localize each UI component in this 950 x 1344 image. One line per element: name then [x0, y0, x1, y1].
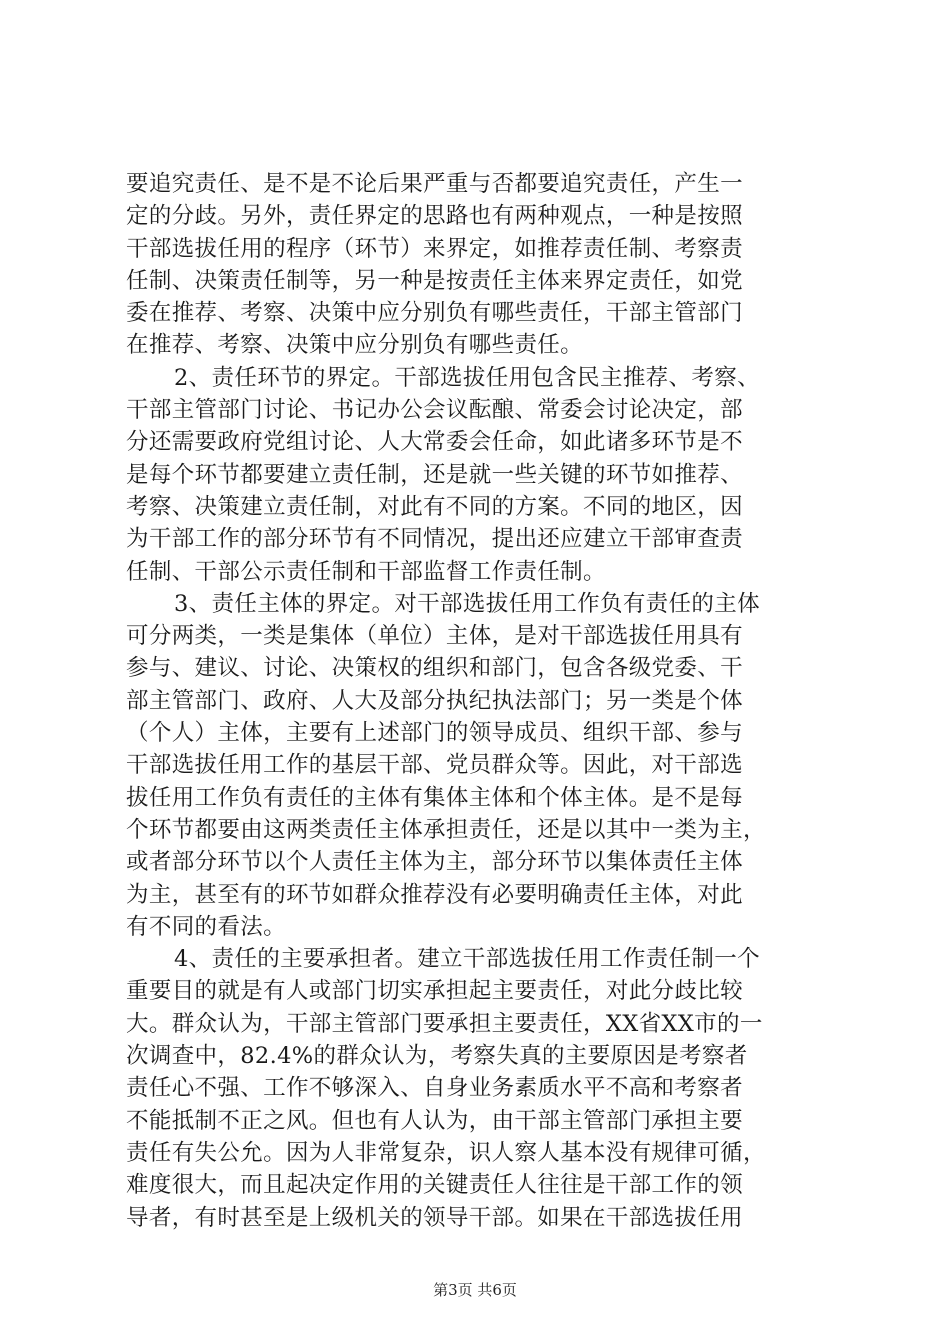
text-line: 可分两类，一类是集体（单位）主体，是对干部选拔任用具有: [126, 623, 743, 650]
text-line: 干部选拔任用工作的基层干部、党员群众等。因此，对干部选: [126, 752, 743, 779]
text-line: 为主，甚至有的环节如群众推荐没有必要明确责任主体，对此: [126, 881, 743, 908]
text-line: 大。群众认为，干部主管部门要承担主要责任，XX省XX市的一: [126, 1010, 763, 1037]
text-line: 考察、决策建立责任制，对此有不同的方案。不同的地区，因: [126, 493, 743, 520]
text-line: 责任有失公允。因为人非常复杂，识人察人基本没有规律可循，: [126, 1139, 766, 1166]
text-line: 导者，有时甚至是上级机关的领导干部。如果在干部选拔任用: [126, 1204, 743, 1231]
text-line: 任制、决策责任制等，另一种是按责任主体来界定责任，如党: [126, 267, 743, 294]
text-line: 为干部工作的部分环节有不同情况，提出还应建立干部审查责: [126, 526, 743, 553]
page-number: 第3页 共6页: [433, 1281, 517, 1299]
text-line: 是每个环节都要建立责任制，还是就一些关键的环节如推荐、: [126, 461, 743, 488]
text-line: 参与、建议、讨论、决策权的组织和部门，包含各级党委、干: [126, 655, 743, 682]
text-line: 分还需要政府党组讨论、人大常委会任命，如此诸多环节是不: [126, 429, 743, 456]
text-line: 次调查中，82.4%的群众认为，考察失真的主要原因是考察者: [126, 1043, 748, 1070]
text-line: 定的分歧。另外，责任界定的思路也有两种观点，一种是按照: [126, 203, 743, 230]
text-line: 有不同的看法。: [126, 913, 286, 940]
text-line: 干部选拔任用的程序（环节）来界定，如推荐责任制、考察责: [126, 235, 743, 262]
text-line: 责任心不强、工作不够深入、自身业务素质水平不高和考察者: [126, 1075, 743, 1102]
text-line: 个环节都要由这两类责任主体承担责任，还是以其中一类为主，: [126, 816, 766, 843]
text-line: 难度很大，而且起决定作用的关键责任人往往是干部工作的领: [126, 1172, 743, 1199]
text-line: 干部主管部门讨论、书记办公会议酝酿、常委会讨论决定，部: [126, 397, 743, 424]
text-line: 重要目的就是有人或部门切实承担起主要责任，对此分歧比较: [126, 978, 743, 1005]
body-text: [126, 168, 841, 1234]
text-line: 委在推荐、考察、决策中应分别负有哪些责任，干部主管部门: [126, 300, 743, 327]
text-line: （个人）主体，主要有上述部门的领导成员、组织干部、参与: [126, 720, 743, 747]
text-line: 不能抵制不正之风。但也有人认为，由干部主管部门承担主要: [126, 1107, 743, 1134]
page-footer: [0, 1280, 950, 1300]
text-line: 4、责任的主要承担者。建立干部选拔任用工作责任制一个: [174, 946, 760, 973]
text-line: 拔任用工作负有责任的主体有集体主体和个体主体。是不是每: [126, 784, 743, 811]
text-line: 2、责任环节的界定。干部选拔任用包含民主推荐、考察、: [174, 364, 760, 391]
text-line: 要追究责任、是不是不论后果严重与否都要追究责任，产生一: [126, 171, 743, 197]
text-line: 或者部分环节以个人责任主体为主，部分环节以集体责任主体: [126, 849, 743, 876]
text-line: 任制、干部公示责任制和干部监督工作责任制。: [126, 558, 606, 585]
text-line: 部主管部门、政府、人大及部分执纪执法部门；另一类是个体: [126, 687, 743, 714]
text-line: 在推荐、考察、决策中应分别负有哪些责任。: [126, 332, 584, 359]
text-line: 3、责任主体的界定。对干部选拔任用工作负有责任的主体: [174, 590, 760, 617]
